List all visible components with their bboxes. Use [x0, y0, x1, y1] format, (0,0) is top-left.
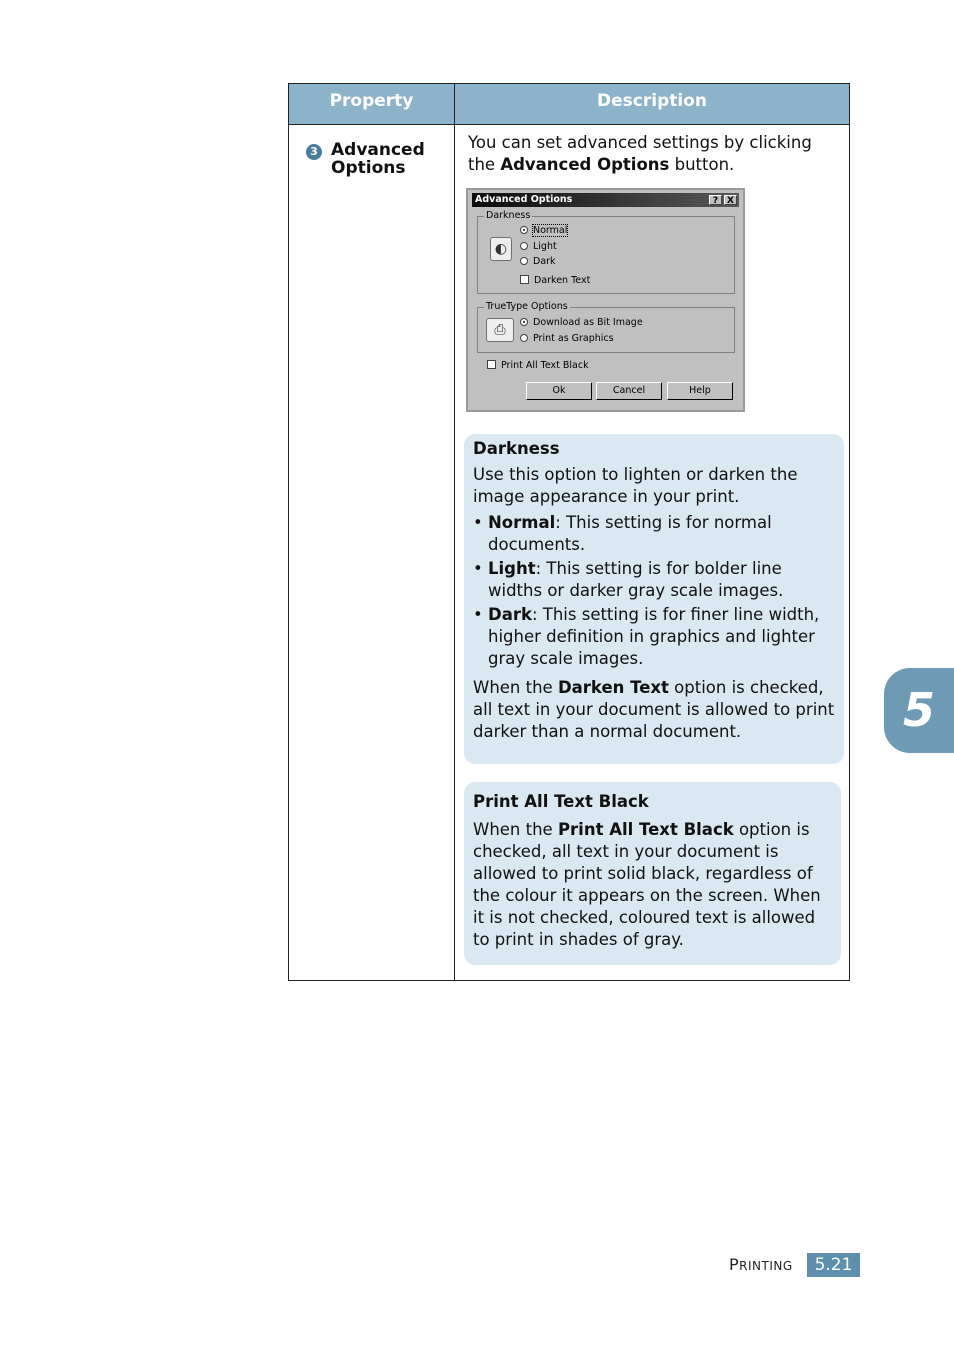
- darkness-heading: Darkness: [473, 439, 560, 458]
- step-number-badge: 3: [306, 144, 322, 160]
- cancel-button[interactable]: Cancel: [596, 382, 662, 400]
- truetype-group-label: TrueType Options: [486, 301, 568, 312]
- darkness-group: [477, 210, 735, 294]
- header-property: Property: [329, 91, 414, 111]
- bullet-normal: • Normal: This setting is for normal documents.: [473, 512, 835, 556]
- printer-truetype-icon: ⎙: [486, 318, 514, 342]
- chapter-tab: 5: [884, 668, 954, 753]
- close-icon[interactable]: X: [724, 195, 737, 205]
- help-question-icon[interactable]: ?: [709, 195, 722, 205]
- description-intro: You can set advanced settings by clicking the Advanced Options button.: [468, 133, 812, 174]
- checkbox-darken-text-box: [520, 275, 529, 284]
- radio-light-indicator: [520, 242, 528, 250]
- radio-bitimage-indicator: [520, 318, 528, 326]
- help-button[interactable]: Help: [667, 382, 733, 400]
- bullet-light: • Light: This setting is for bolder line widths or darker gray scale images.: [473, 558, 835, 602]
- radio-light[interactable]: Light: [520, 241, 557, 253]
- printer-darkness-icon: ◐: [490, 237, 512, 261]
- footer-page-number: 5.21: [807, 1253, 860, 1277]
- dialog-title: Advanced Options: [475, 194, 573, 205]
- ok-button[interactable]: Ok: [526, 382, 592, 400]
- radio-download-bit-image[interactable]: Download as Bit Image: [520, 317, 643, 329]
- darkness-group-label: Darkness: [486, 210, 531, 221]
- table-header: [289, 84, 849, 125]
- radio-normal[interactable]: Normal: [520, 225, 567, 237]
- radio-dark-indicator: [520, 257, 528, 265]
- radio-print-as-graphics[interactable]: Print as Graphics: [520, 333, 614, 345]
- dialog-title-bar: [472, 193, 739, 207]
- radio-graphics-indicator: [520, 334, 528, 342]
- column-divider: [454, 84, 455, 980]
- darken-text-note: When the Darken Text option is checked, all text in your document is allowed to print darker than a normal document.: [473, 678, 835, 741]
- radio-normal-indicator: [520, 226, 528, 234]
- property-name: Advanced Options: [331, 140, 425, 178]
- checkbox-darken-text[interactable]: Darken Text: [520, 275, 590, 287]
- header-description: Description: [597, 91, 707, 111]
- bullet-dark: • Dark: This setting is for finer line width, higher definition in graphics and lighter gray scale images.: [473, 604, 835, 670]
- footer-section-label: PRINTING: [729, 1255, 793, 1274]
- darkness-info-panel: [464, 434, 844, 764]
- print-black-heading: Print All Text Black: [473, 792, 649, 811]
- darkness-intro: Use this option to lighten or darken the image appearance in your print.: [473, 465, 798, 506]
- property-table: [288, 83, 850, 981]
- print-black-description: When the Print All Text Black option is checked, all text in your document is allowed to print solid black, regardless of the colour it appears on the screen. When it is not checked, coloured text is allowed to print in shades of gray.: [473, 820, 821, 949]
- checkbox-print-black-box: [487, 360, 496, 369]
- truetype-group: [477, 301, 735, 353]
- checkbox-print-all-text-black[interactable]: Print All Text Black: [487, 360, 589, 372]
- radio-dark[interactable]: Dark: [520, 256, 556, 268]
- advanced-options-dialog: [466, 188, 745, 412]
- print-black-info-panel: [464, 782, 841, 965]
